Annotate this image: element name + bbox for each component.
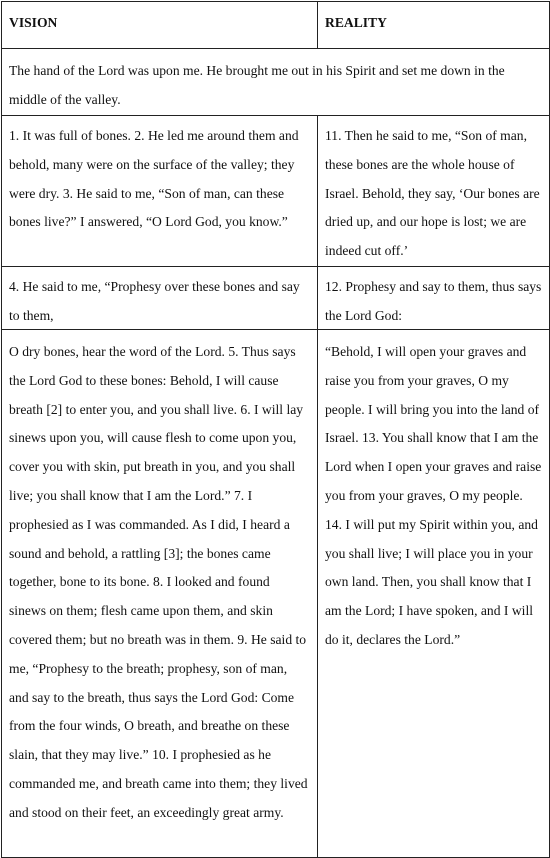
table-row — [2, 267, 550, 330]
reality-text: 12. Prophesy and say to them, thus says the Lord God: — [325, 279, 542, 323]
reality-text: 11. Then he said to me, “Son of man, these bones are the whole house of Israel. Behold, they say, ‘Our bones are dried up, and our hope is lost; we are indeed cut off.’ — [325, 128, 540, 259]
header-vision: VISION — [9, 15, 58, 30]
vision-reality-table — [1, 1, 550, 858]
header-reality: REALITY — [325, 15, 387, 30]
intro-row — [2, 49, 550, 116]
header-cell-reality — [318, 2, 550, 49]
vision-text: 1. It was full of bones. 2. He led me around them and behold, many were on the surface of the valley; they were dry. 3. He said to me, “Son of man, can these bones live?” I answered, “O Lord God, you know.” — [9, 128, 299, 230]
header-cell-vision — [2, 2, 318, 49]
table-row — [2, 330, 550, 858]
reality-cell — [318, 267, 550, 330]
vision-cell — [2, 330, 318, 858]
vision-text: 4. He said to me, “Prophesy over these bones and say to them, — [9, 279, 300, 323]
reality-cell — [318, 116, 550, 267]
reality-text: “Behold, I will open your graves and raise you from your graves, O my people. I will bring you into the land of Israel. 13. You shall know that I am the Lord when I open your graves and raise you from your graves, O my people. 14. I will put my Spirit within you, and you shall live; I will place you in your own land. Then, you shall know that I am the Lord; I have spoken, and I will do it, declares the Lord.” — [325, 344, 542, 647]
vision-cell — [2, 267, 318, 330]
vision-cell — [2, 116, 318, 267]
header-row — [2, 2, 550, 49]
intro-cell — [2, 49, 550, 116]
vision-text: O dry bones, hear the word of the Lord. 5. Thus says the Lord God to these bones: Behold, I will cause breath [2] to enter you, and you shall live. 6. I will lay sinews upon you, will cause flesh to come upon you, cover you with skin, put breath in you, and you shall live; you shall know that I am the Lord.” 7. I prophesied as I was commanded. As I did, I heard a sound and behold, a rattling [3]; the bones came together, bone to its bone. 8. I looked and found sinews on them; flesh came upon them, and skin covered them; but no breath was in them. 9. He said to me, “Prophesy to the breath; prophesy, son of man, and say to the breath, thus says the Lord God: Come from the four winds, O breath, and breathe on these slain, that they may live.” 10. I prophesied as he commanded me, and breath came into them; they lived and stood on their feet, an exceedingly great army. — [9, 344, 308, 820]
table-row — [2, 116, 550, 267]
intro-text: The hand of the Lord was upon me. He brought me out in his Spirit and set me down in the middle of the valley. — [9, 63, 505, 107]
reality-cell — [318, 330, 550, 858]
